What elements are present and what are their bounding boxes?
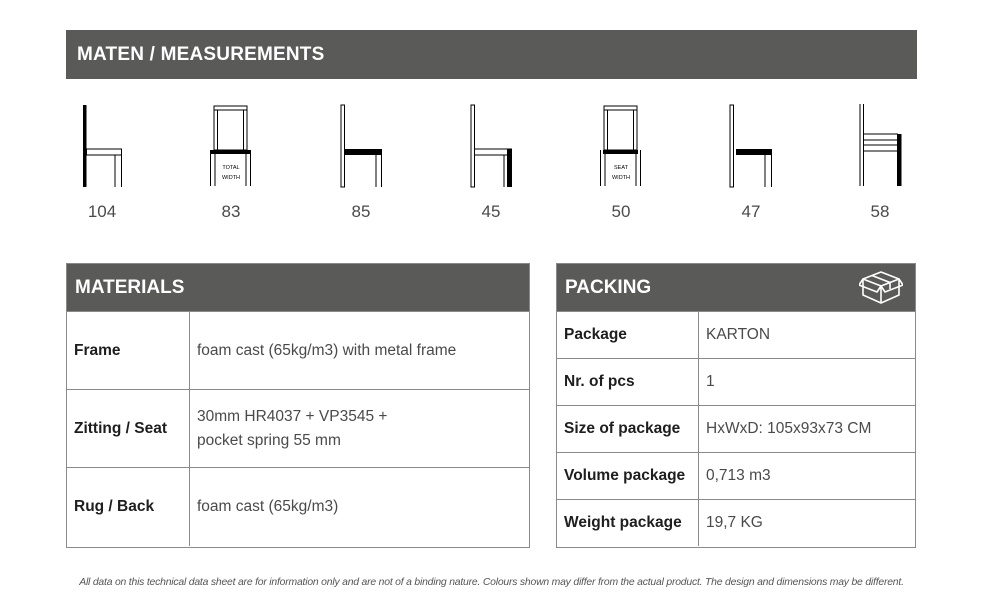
chair-side-seat-depth-icon <box>716 100 786 190</box>
materials-value <box>190 312 529 389</box>
measurement-value: 50 <box>611 202 631 221</box>
table-row <box>557 311 915 358</box>
chair-label-line2: WIDTH <box>611 175 631 181</box>
packing-table <box>556 263 916 548</box>
table-row <box>557 452 915 499</box>
chair-side-seat-height-icon <box>456 100 526 190</box>
disclaimer: All data on this technical data sheet are for information only and are not of a binding nature. Colours shown may differ from the actual product. The design and dimensions may be different. <box>79 577 904 588</box>
materials-value-line: foam cast (65kg/m3) <box>197 498 339 515</box>
package-box-icon <box>859 269 903 307</box>
packing-label: Package <box>557 312 699 358</box>
measurement-value: 47 <box>741 202 761 221</box>
chair-label-line1: SEAT <box>614 165 628 171</box>
packing-label: Size of package <box>557 406 699 452</box>
materials-value-line: foam cast (65kg/m3) with metal frame <box>197 341 457 359</box>
table-row <box>557 499 915 546</box>
materials-value <box>190 390 529 467</box>
materials-table <box>66 263 530 548</box>
measurements-header: MATEN / MEASUREMENTS <box>66 30 917 79</box>
table-row <box>67 467 529 546</box>
materials-value <box>190 468 529 546</box>
measurement-value: 104 <box>87 202 117 221</box>
packing-label: Nr. of pcs <box>557 359 699 405</box>
materials-label: Frame <box>67 312 190 389</box>
measurement-value: 83 <box>221 202 241 221</box>
packing-label: Volume package <box>557 453 699 499</box>
materials-title: MATERIALS <box>67 264 529 311</box>
materials-value-line: pocket spring 55 mm <box>197 431 341 449</box>
table-row <box>557 405 915 452</box>
measurement-value: 85 <box>351 202 371 221</box>
packing-value: 0,713 m3 <box>706 467 771 484</box>
materials-label: Rug / Back <box>67 468 190 546</box>
measurement-value: 45 <box>481 202 501 221</box>
chair-label-line1: TOTAL <box>222 165 240 171</box>
table-row <box>557 358 915 405</box>
chair-back-height-icon <box>845 100 915 190</box>
materials-label: Zitting / Seat <box>67 390 190 467</box>
measurement-value: 58 <box>870 202 890 221</box>
packing-title: PACKING <box>565 277 652 298</box>
chair-label-line2: WIDTH <box>221 175 241 181</box>
chair-front-total-width-icon <box>196 100 266 190</box>
packing-label: Weight package <box>557 500 699 546</box>
packing-value: 1 <box>706 373 715 390</box>
packing-value: KARTON <box>706 326 771 343</box>
packing-value: 19,7 KG <box>706 514 763 531</box>
materials-value-line: 30mm HR4037 + VP3545 + <box>197 407 388 425</box>
table-row <box>67 389 529 467</box>
packing-value: HxWxD: 105x93x73 CM <box>706 420 872 437</box>
chair-front-seat-width-icon <box>586 100 656 190</box>
table-row <box>67 311 529 389</box>
chair-side-total-depth-icon <box>326 100 396 190</box>
chair-side-total-height-icon <box>67 100 137 190</box>
